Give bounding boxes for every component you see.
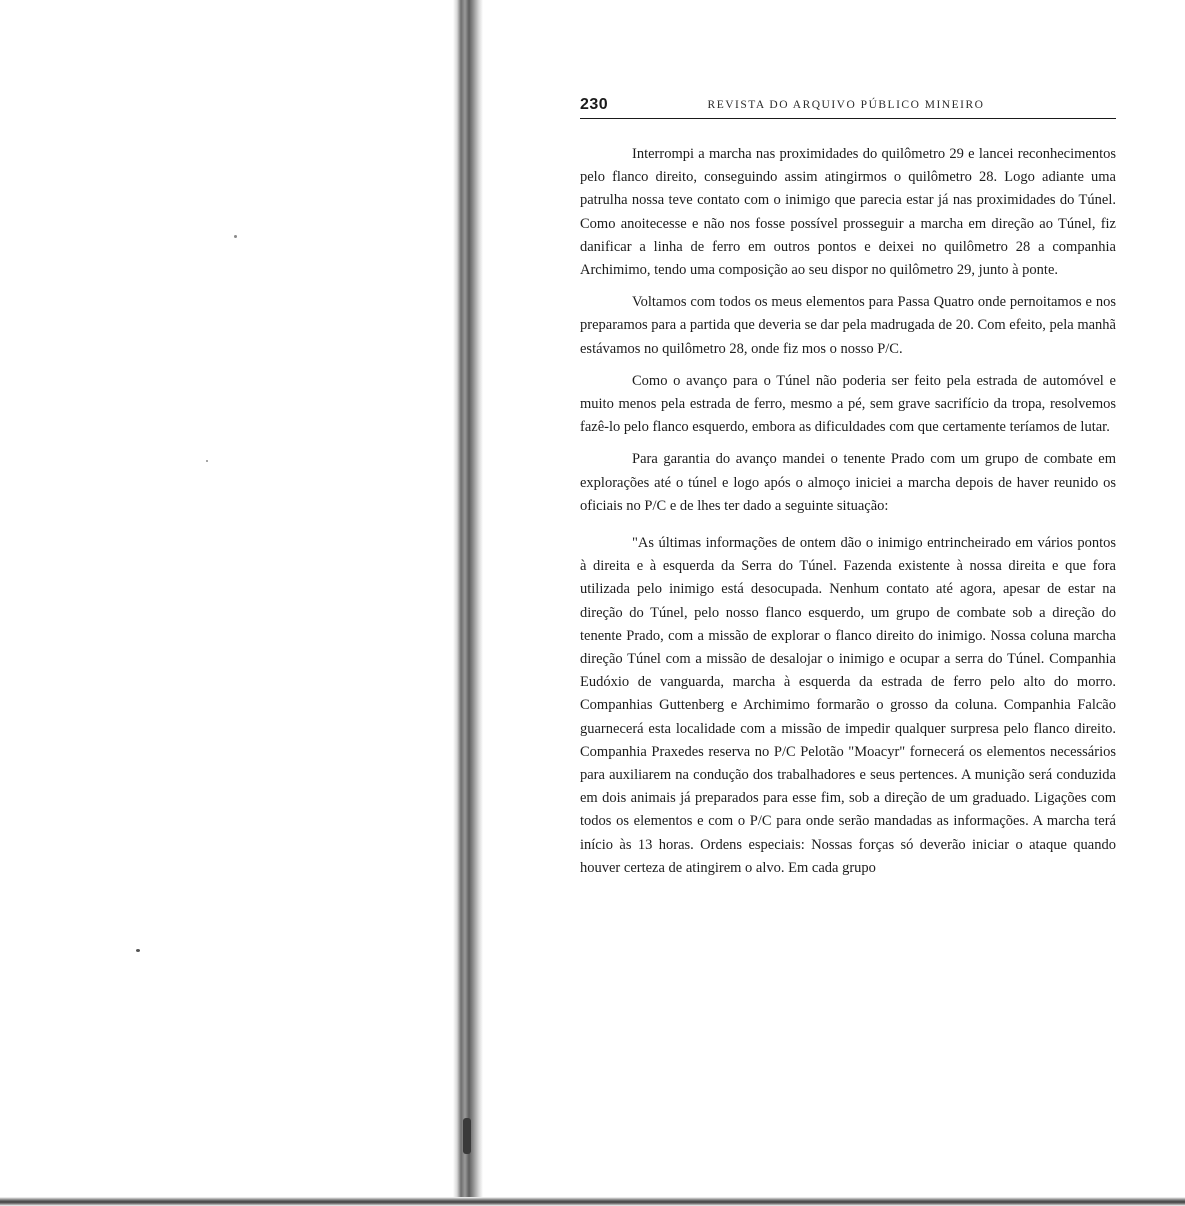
page-speck bbox=[206, 460, 208, 462]
book-spine-gutter bbox=[453, 0, 483, 1206]
facing-page-blank bbox=[0, 0, 455, 1206]
paragraph: Voltamos com todos os meus elementos para Passa Quatro onde pernoitamos e nos preparamos para a partida que deveria se dar pela madrugada de 20. Com efeito, pela manhã estávamos no quilômetro 28, onde fiz mos o nosso P/C. bbox=[580, 294, 1116, 357]
body-text bbox=[580, 143, 1116, 880]
paragraph: Para garantia do avanço mandei o tenente Prado com um grupo de combate em explorações até o túnel e logo após o almoço iniciei a marcha depois de haver reunido os oficiais no P/C e de lhes ter dado a seguinte situação: bbox=[580, 451, 1116, 514]
paragraph: Interrompi a marcha nas proximidades do quilômetro 29 e lancei reconhecimentos pelo flanco direito, conseguindo assim atingirmos o quilômetro 28. Logo adiante uma patrulha nossa teve contato com o inimigo que parecia estar já nas proximidades do Túnel. Como anoitecesse e não nos fosse possível prosseguir a marcha em direção ao Túnel, fiz danificar a linha de ferro em outros pontos e deixei no quilômetro 28 a companhia Archimimo, tendo uma composição ao seu dispor no quilômetro 29, junto à ponte. bbox=[580, 146, 1116, 279]
running-header bbox=[580, 96, 1116, 119]
page-speck bbox=[234, 235, 237, 238]
page-speck bbox=[136, 949, 140, 952]
quoted-orders: "As últimas informações de ontem dão o inimigo entrincheirado em vários pontos à direita e à esquerda da Serra do Túnel. Fazenda existente à nossa direita e que fora utilizada pelo inimigo está desocupada. Nenhum contato até agora, apesar de estar na direção do Túnel, pelo nosso flanco esquerdo, um grupo de combate sob a direção do tenente Prado, com a missão de explorar o flanco direito do inimigo. Nossa coluna marcha direção Túnel com a missão de desalojar o inimigo e ocupar a serra do Túnel. Companhia Eudóxio de vanguarda, marcha à esquerda da estrada de ferro pelo alto do morro. Companhias Guttenberg e Archimimo formarão o grosso da coluna. Companhia Falcão guarnecerá esta localidade com a missão de impedir qualquer surpresa pelo flanco direito. Companhia Praxedes reserva no P/C Pelotão "Moacyr" fornecerá os elementos necessários para auxiliarem na condução dos trabalhadores e seus pertences. A munição será conduzida em dois animais já preparados para esse fim, sob a direção de um graduado. Ligações com todos os elementos e com o P/C para onde serão mandadas as informações. A marcha terá início às 13 horas. Ordens especiais: Nossas forças só deverão iniciar o ataque quando houver certeza de atingirem o alvo. Em cada grupo bbox=[580, 535, 1116, 876]
page-number: 230 bbox=[580, 96, 609, 113]
scan-bottom-edge bbox=[0, 1197, 1185, 1206]
journal-title: REVISTA DO ARQUIVO PÚBLICO MINEIRO bbox=[707, 99, 985, 111]
paragraph: Como o avanço para o Túnel não poderia ser feito pela estrada de automóvel e muito menos pela estrada de ferro, mesmo a pé, sem grave sacrifício da tropa, resolvemos fazê-lo pelo flanco esquerdo, embora as dificuldades com que certamente teríamos de lutar. bbox=[580, 372, 1116, 436]
binding-mark bbox=[463, 1118, 471, 1154]
